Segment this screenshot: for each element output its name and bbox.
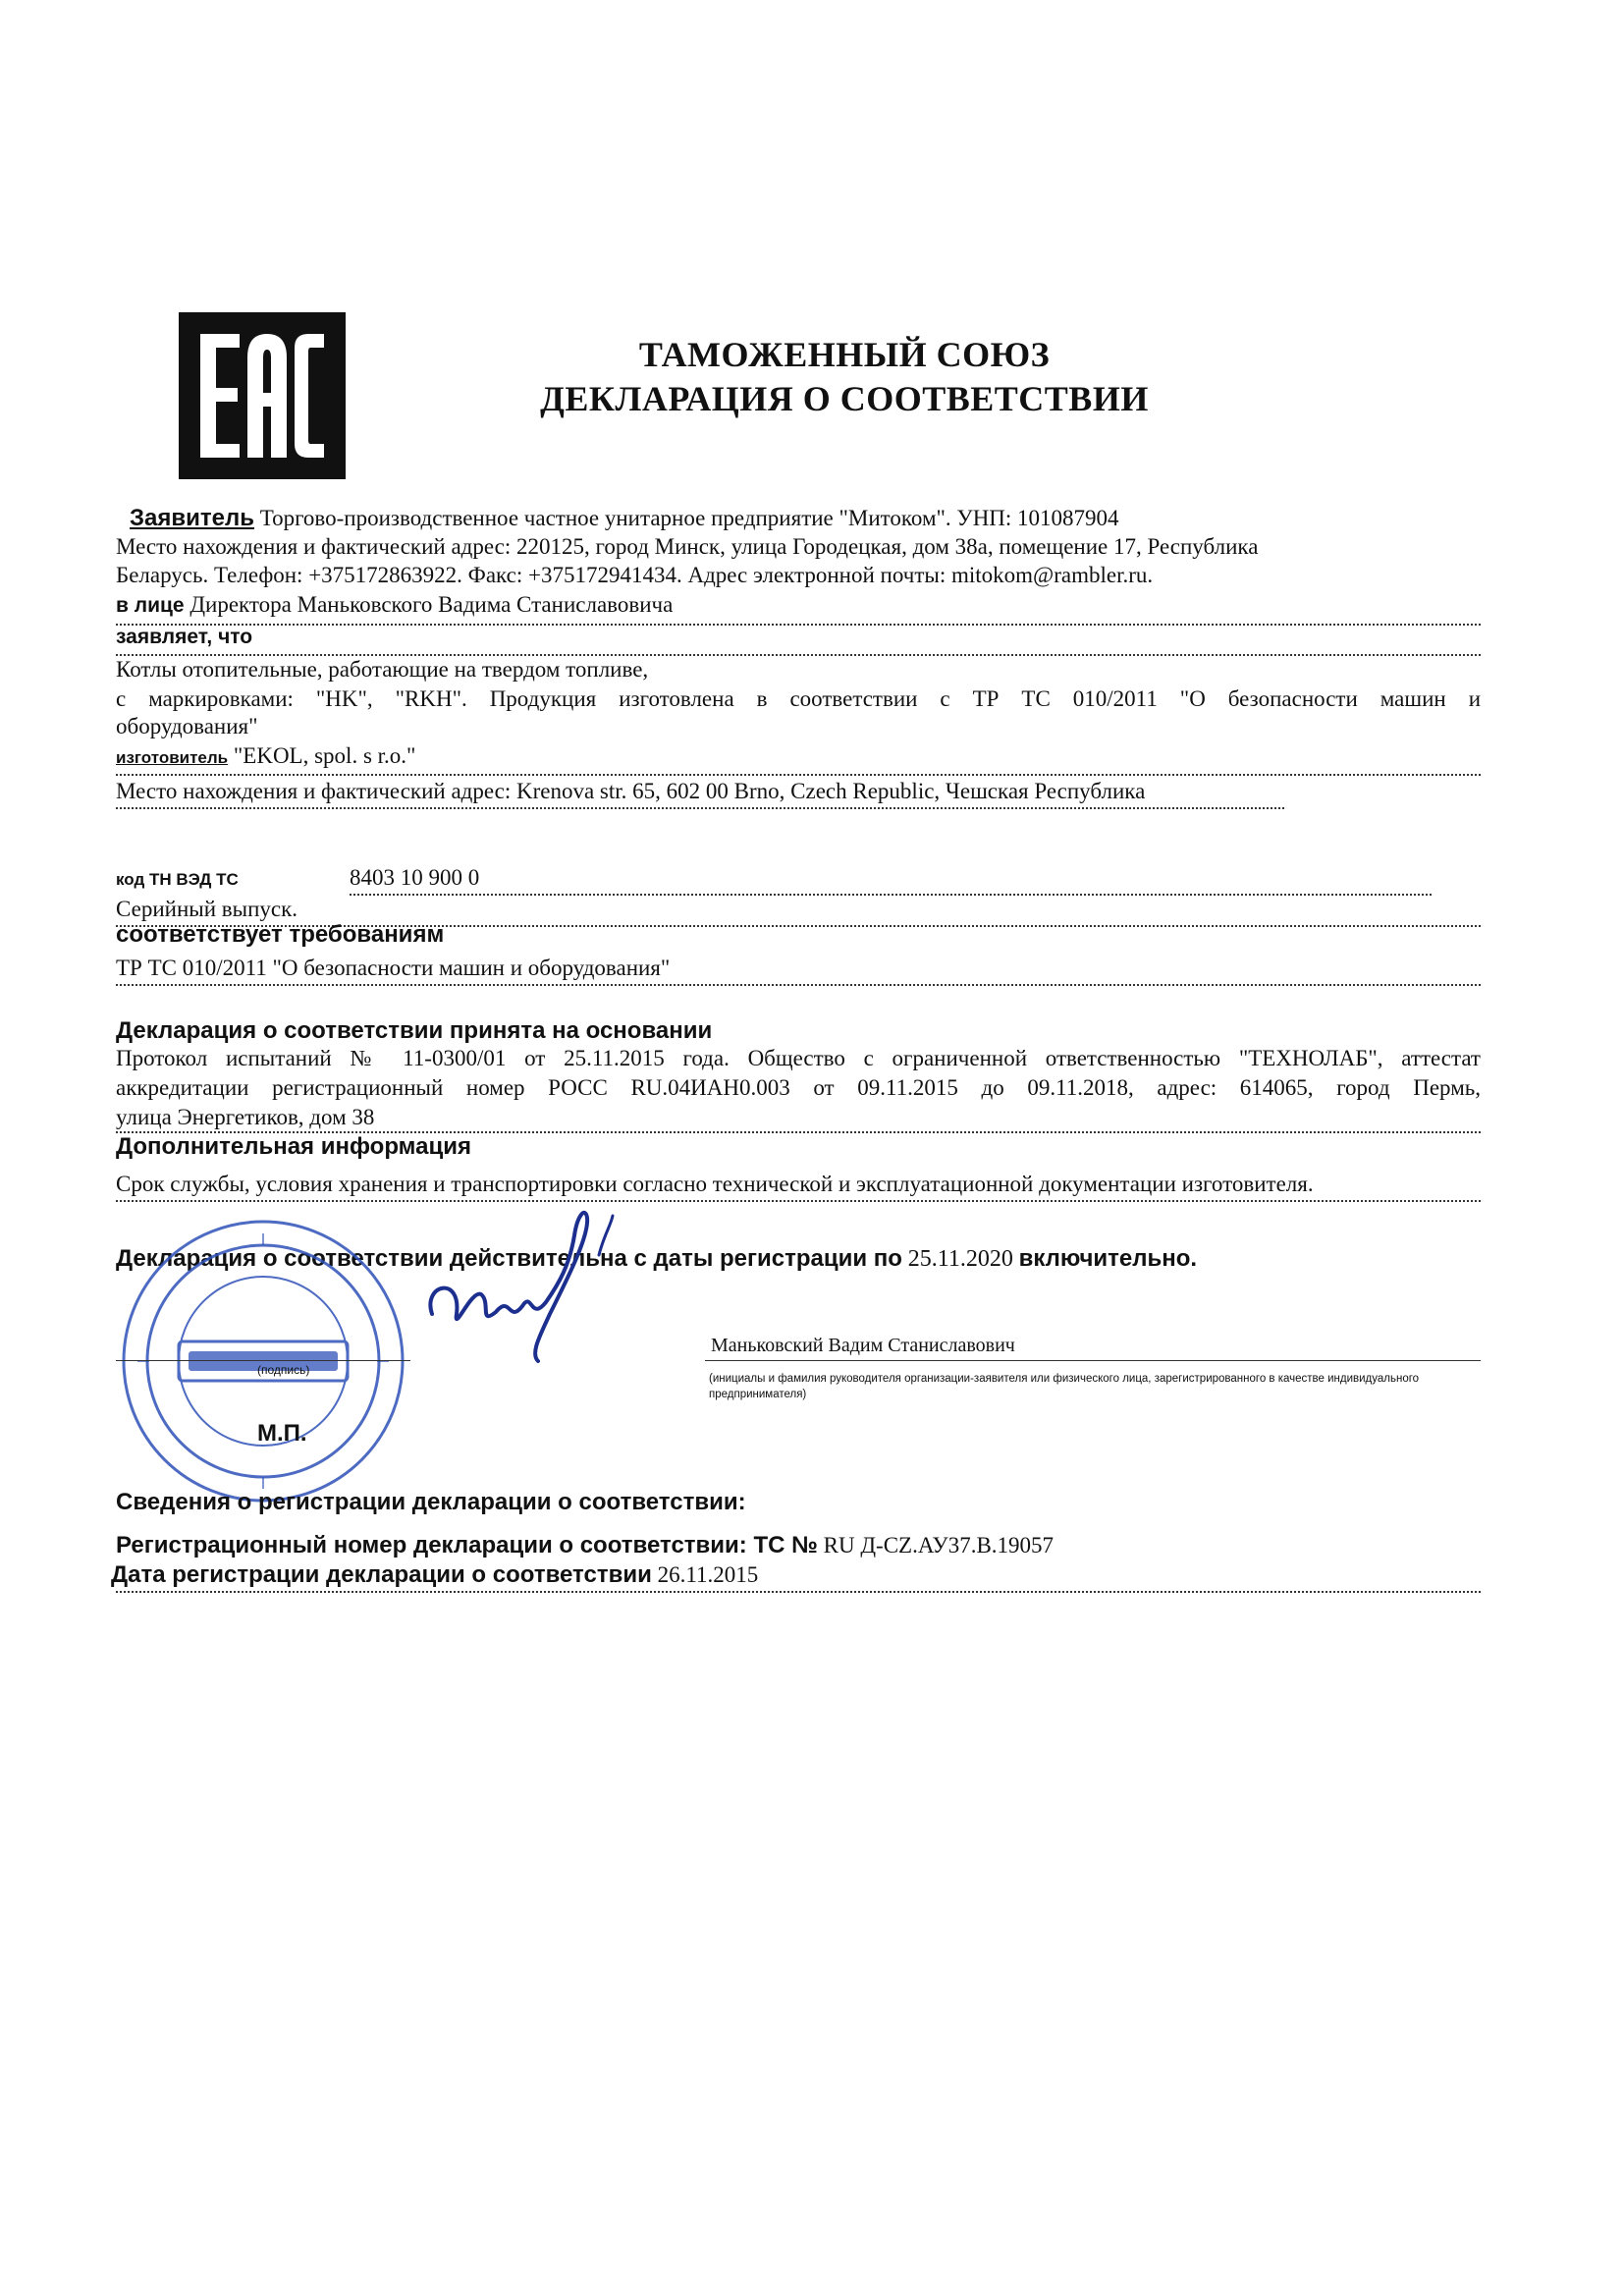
- divider: [116, 1200, 1481, 1202]
- divider: [116, 1591, 1481, 1593]
- tn-ved-code: 8403 10 900 0: [350, 865, 480, 890]
- registration-date-row: [111, 1561, 758, 1589]
- product-line2: с маркировками: "HK", "RKH". Продукция изготовлена в соответствии с ТР ТС 010/2011 "О безопасности машин и: [116, 686, 1481, 711]
- validity-prefix: Декларация о соответствии действительна с даты регистрации по: [116, 1245, 902, 1272]
- registration-number-value: RU Д-CZ.АУ37.В.19057: [823, 1533, 1055, 1558]
- release-type: Серийный выпуск.: [116, 897, 298, 921]
- applicant-address-line1: Место нахождения и фактический адрес: 220125, город Минск, улица Городецкая, дом 38а, помещение 17, Республика: [116, 534, 1259, 559]
- declares-label: заявляет, что: [116, 626, 253, 648]
- manufacturer-row: [116, 742, 415, 772]
- basis-line1: Протокол испытаний № 11-0300/01 от 25.11.2015 года. Общество с ограниченной ответственностью "ТЕХНОЛАБ", аттестат: [116, 1046, 1481, 1070]
- signature-underline: [116, 1360, 410, 1361]
- basis-line2: аккредитации регистрационный номер РОСС RU.04ИАН0.003 от 09.11.2015 до 09.11.2018, адрес: 614065, город Пермь,: [116, 1075, 1481, 1100]
- tn-ved-label: код ТН ВЭД ТС: [116, 870, 239, 889]
- registration-date-label: Дата регистрации декларации о соответствии: [111, 1561, 652, 1588]
- applicant-person-label: в лице: [116, 594, 185, 617]
- title-declaration: ДЕКЛАРАЦИЯ О СООТВЕТСТВИИ: [540, 379, 1149, 418]
- company-stamp: [116, 1214, 410, 1508]
- divider: [116, 624, 1481, 626]
- handwritten-signature: [403, 1196, 628, 1373]
- additional-value: Срок службы, условия хранения и транспортировки согласно технической и эксплуатационной документации изготовителя.: [116, 1172, 1314, 1196]
- eac-logo: [179, 312, 346, 479]
- validity-date: 25.11.2020: [907, 1246, 1013, 1272]
- stamp-seal-icon: [116, 1214, 410, 1508]
- additional-label: Дополнительная информация: [116, 1133, 471, 1160]
- manufacturer-label: изготовитель: [116, 748, 229, 767]
- requirements-value: ТР ТС 010/2011 "О безопасности машин и оборудования": [116, 956, 671, 980]
- basis-label: Декларация о соответствии принята на основании: [116, 1017, 713, 1044]
- applicant-name: Торгово-производственное частное унитарное предприятие "Митоком". УНП: 101087904: [259, 506, 1119, 530]
- signer-underline: [705, 1360, 1481, 1361]
- applicant-label: Заявитель: [130, 505, 254, 531]
- applicant-row: [130, 505, 1119, 532]
- requirements-label: соответствует требованиям: [116, 921, 445, 948]
- product-line3: оборудования": [116, 714, 258, 738]
- applicant-person-value: Директора Маньковского Вадима Станиславовича: [189, 592, 674, 617]
- registration-number-row: [116, 1532, 1054, 1559]
- registration-number-label: Регистрационный номер декларации о соответствии: ТС №: [116, 1532, 818, 1558]
- divider: [116, 984, 1481, 986]
- product-line1: Котлы отопительные, работающие на твердом топливе,: [116, 657, 649, 682]
- title-customs-union: ТАМОЖЕННЫЙ СОЮЗ: [638, 335, 1051, 374]
- signer-caption: (инициалы и фамилия руководителя организации-заявителя или физического лица, зарегистрированного в качестве индивидуального предпринимателя): [709, 1373, 1420, 1400]
- divider: [116, 807, 1284, 809]
- divider: [350, 894, 1432, 896]
- basis-line3: улица Энергетиков, дом 38: [116, 1105, 375, 1129]
- applicant-address-line2: Беларусь. Телефон: +375172863922. Факс: +375172941434. Адрес электронной почты: mitokom@rambler.ru.: [116, 563, 1154, 587]
- seal-label: М.П.: [257, 1420, 307, 1447]
- eac-mark-icon: [179, 312, 346, 479]
- signer-name: Маньковский Вадим Станиславович: [711, 1335, 1015, 1356]
- signature-icon: [403, 1196, 628, 1373]
- manufacturer-address: Место нахождения и фактический адрес: Krenova str. 65, 602 00 Brno, Czech Republic, Чешская Республика: [116, 779, 1146, 803]
- applicant-person-row: [116, 591, 673, 620]
- signature-caption: (подпись): [257, 1363, 310, 1377]
- divider: [116, 774, 1481, 776]
- registration-heading: Сведения о регистрации декларации о соответствии:: [116, 1489, 746, 1515]
- registration-date-value: 26.11.2015: [657, 1562, 759, 1587]
- validity-suffix: включительно.: [1018, 1245, 1198, 1272]
- manufacturer-name: "EKOL, spol. s r.o.": [233, 743, 416, 768]
